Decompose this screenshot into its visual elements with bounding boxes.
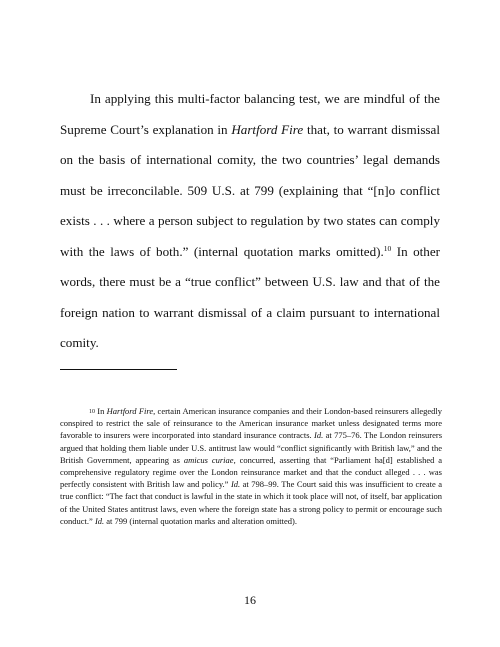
body-paragraph — [60, 84, 440, 359]
footnote-text-2: , certain American insurance companies and their London-based reinsurers allegedly conspired to restrict the sale of reinsurance to the American insurance market unless designated terms more favorable to insurers were incorporated into standard insurance contracts. — [60, 406, 442, 441]
body-text-3: In other words, there must be a “true conflict” between U.S. law and that of the foreign nation to warrant dismissal of a claim pursuant to international comity. — [60, 243, 440, 350]
footnote-id-cite: Id. — [94, 515, 105, 526]
footnote-text-4: , concurred, asserting that “Parliament ha[d] established a comprehensive regulatory regime over the London reinsurance market and that the conduct alleged . . . was perfectly consistent with British law and policy.” — [60, 454, 442, 490]
footnote-number: 10 — [89, 409, 95, 415]
footnote-text-6: at 799 (internal quotation marks and alteration omitted). — [104, 515, 298, 526]
footnote-id-cite: Id. — [230, 479, 241, 490]
footnote-divider — [60, 369, 177, 370]
footnote-text-3: at 775–76. The London reinsurers argued that holding them liable under U.S. antitrust law would “conflict significantly with British law,” and the British Government, appearing as — [60, 430, 442, 465]
footnote-text-1: In — [95, 406, 107, 416]
footnote-reference[interactable]: 10 — [383, 243, 392, 253]
body-text-2: that, to warrant dismissal on the basis of international comity, the two countries’ legal demands must be irreconcilable. 509 U.S. at 799 (explaining that “[n]o conflict exists . . . where a person subject to regulation by two states can comply with the laws of both.” (internal quotation marks omitted). — [60, 121, 440, 259]
footnote-text-5: at 798–99. The Court said this was insufficient to create a true conflict: “The fact that conduct is lawful in the state in which it took place will not, of itself, bar application of the United States antitrust laws, even where the foreign state has a strong policy to permit or encourage such conduct.” — [60, 479, 442, 526]
page-number: 16 — [244, 593, 256, 607]
body-text-1: In applying this multi-factor balancing test, we are mindful of the Supreme Court’s explanation in — [60, 91, 440, 137]
footnote-amicus: amicus curiae — [183, 454, 234, 465]
footnote — [60, 405, 442, 527]
footnote-case-name: Hartford Fire — [106, 406, 154, 416]
footnote-id-cite: Id. — [314, 430, 324, 441]
case-name: Hartford Fire — [231, 121, 304, 137]
